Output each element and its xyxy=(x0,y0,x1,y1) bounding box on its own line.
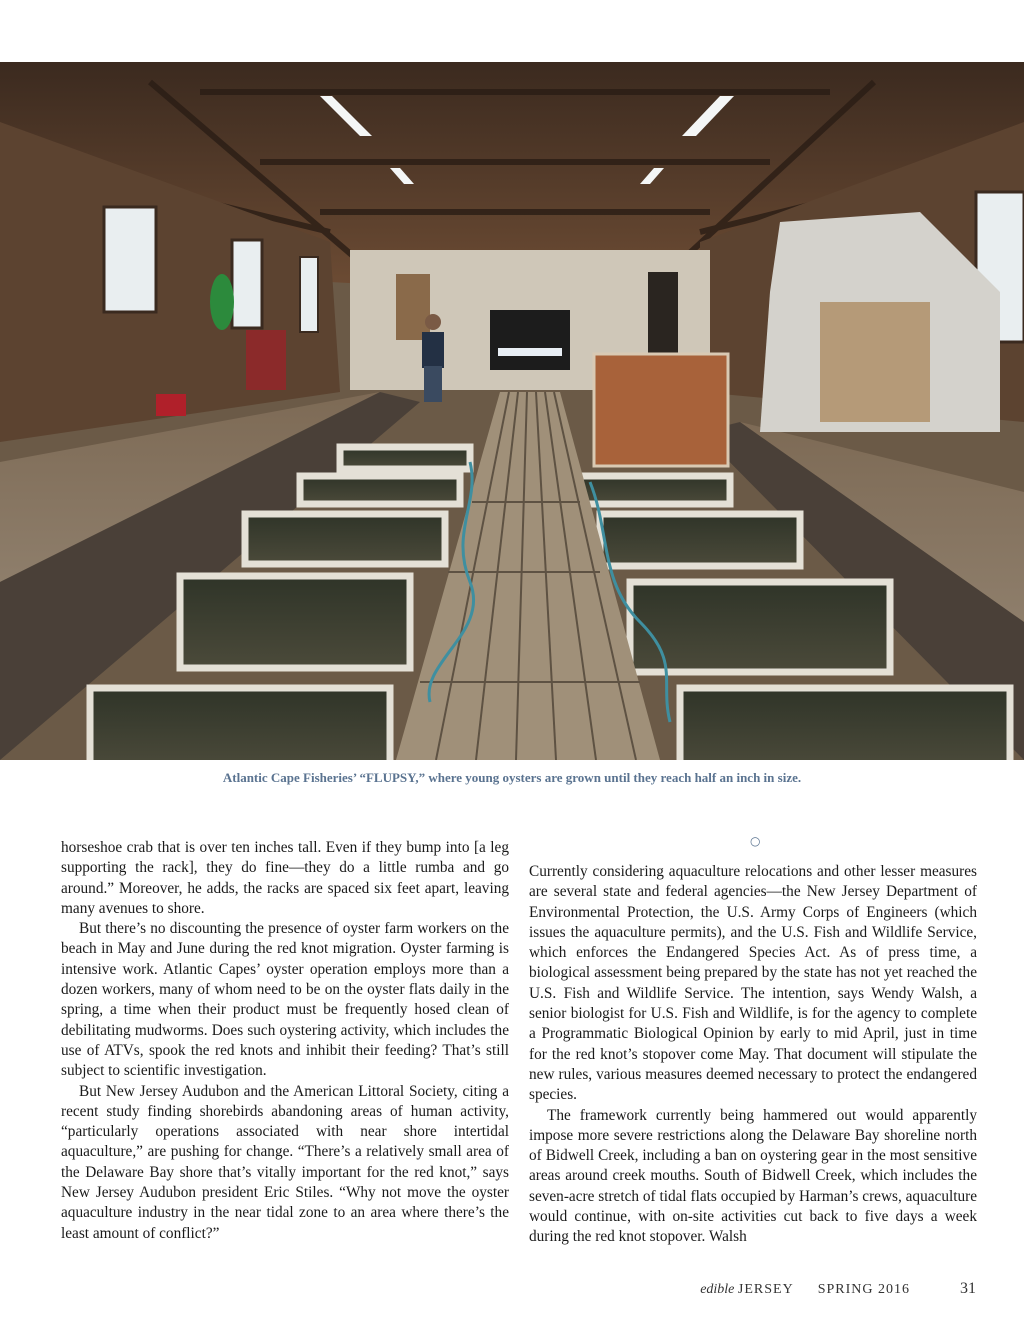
section-divider-icon: ○ xyxy=(750,834,761,848)
paragraph: horseshoe crab that is over ten inches tall. Even if they bump into [a leg supporting the rack], they do fine—they do a little rumba and go around.” Moreover, he adds, the racks are spaced six feet apart, leaving many avenues to shore. xyxy=(61,839,509,917)
issue-label: SPRING 2016 xyxy=(817,1282,910,1297)
article-column-right xyxy=(529,862,977,1248)
paragraph: But New Jersey Audubon and the American Littoral Society, citing a recent study finding shorebirds abandoning areas of human activity, “particularly operations associated with near shore intertidal aquaculture,” are pushing for change. “There’s a relatively small area of the Delaware Bay shore that’s vitally important for the red knot,” says New Jersey Audubon president Eric Stiles. “Why not move the oyster aquaculture industry in the near tidal zone to an area where there’s the least amount of conflict?” xyxy=(61,1082,509,1242)
paragraph: The framework currently being hammered out would apparently impose more severe restrictions along the Delaware Bay shoreline north of Bidwell Creek, including a ban on oystering gear in the most sensitive areas around creek mouths. South of Bidwell Creek, which includes the seven-acre stretch of tidal flats occupied by Harman’s crews, aquaculture would continue, with on-site activities cut back to five days a week during the red knot stopover. Walsh xyxy=(529,1106,977,1246)
publication-name xyxy=(700,1282,794,1298)
flupsy-photo-illustration xyxy=(0,62,1024,760)
publication-name-main: JERSEY xyxy=(737,1282,794,1297)
photo-caption: Atlantic Cape Fisheries’ “FLUPSY,” where young oysters are grown until they reach half an inch in size. xyxy=(222,770,802,785)
page-number: 31 xyxy=(960,1280,976,1297)
paragraph: Currently considering aquaculture relocations and other lesser measures are several state and federal agencies—the New Jersey Department of Environmental Protection, the U.S. Army Corps of Engineers (which issues the aquaculture permits), and the U.S. Fish and Wildlife Service, which enforces the Endangered Species Act. As of press time, a biological assessment being prepared by the state has not yet reached the U.S. Fish and Wildlife Service. The intention, says Wendy Walsh, a senior biologist for U.S. Fish and Wildlife, is for the agency to complete a Programmatic Biological Opinion by early to mid April, just in time for the red knot’s stopover come May. That document will stipulate the new rules, various measures deemed necessary to protect the endangered species. xyxy=(529,863,977,1104)
article-column-left xyxy=(61,838,509,1244)
page-footer xyxy=(700,1280,976,1298)
publication-name-italic: edible xyxy=(700,1282,735,1297)
paragraph: But there’s no discounting the presence of oyster farm workers on the beach in May and June during the red knot migration. Oyster farming is intensive work. Atlantic Capes’ oyster operation employs more than a dozen workers, many of whom need to be on the oyster flats daily in the spring, a time when their product must be frequently hosed clean of debilitating mudworms. Does such oystering activity, which includes the use of ATVs, spook the red knots and inhibit their feeding? That’s still subject to scientific investigation. xyxy=(61,920,509,1080)
article-photo xyxy=(0,62,1024,760)
